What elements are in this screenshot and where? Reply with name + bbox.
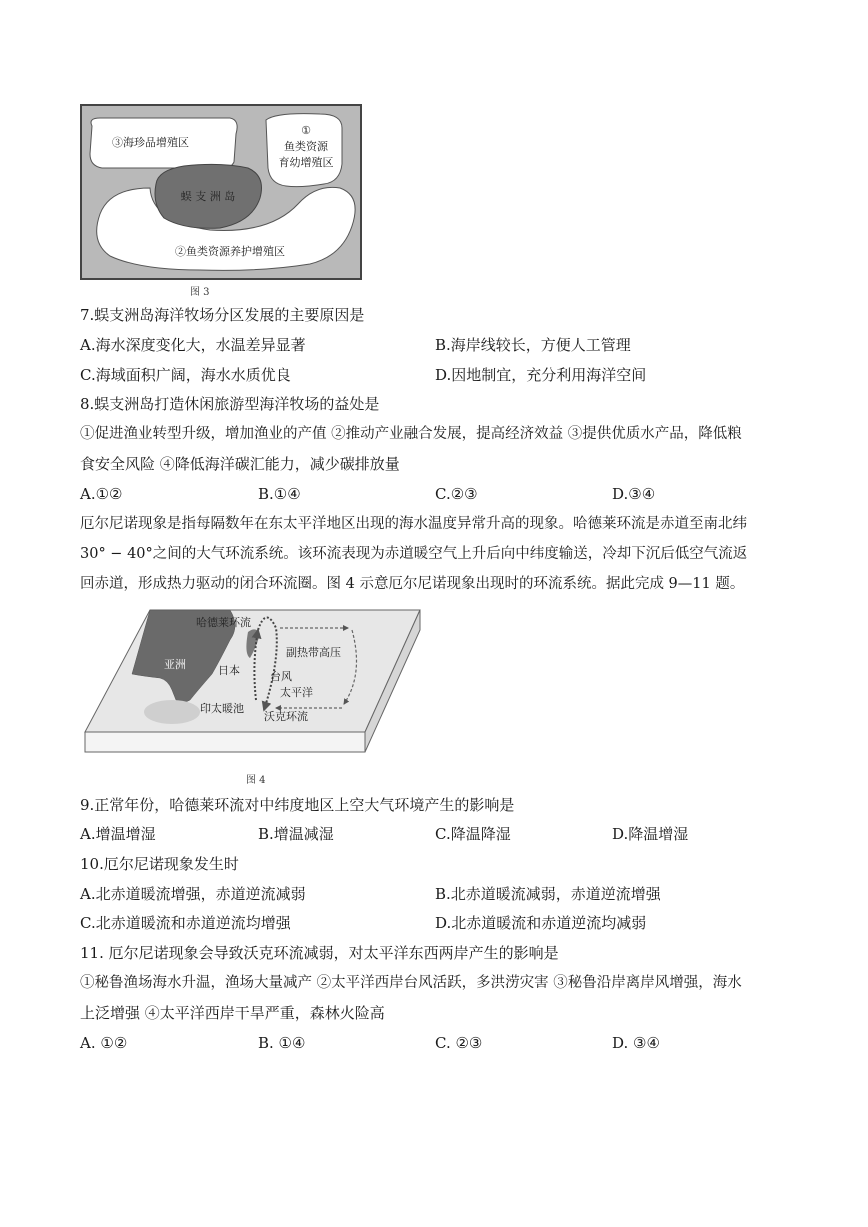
passage-line3: 回赤道，形成热力驱动的闭合环流圈。图 4 示意厄尔尼诺现象出现时的环流系统。据此完成 9—11 题。 <box>80 576 745 592</box>
q7-stem: 7.蜈支洲岛海洋牧场分区发展的主要原因是 <box>80 306 365 324</box>
zone-2-label: ②鱼类资源养护增殖区 <box>175 245 285 258</box>
q11-option-b: B. ①④ <box>258 1034 306 1052</box>
q8-option-a: A.①② <box>80 485 123 503</box>
zone-1-label-line1: 鱼类资源 <box>284 140 328 153</box>
asia-label: 亚洲 <box>164 658 186 671</box>
q10-option-a: A.北赤道暖流增强，赤道逆流减弱 <box>80 885 306 903</box>
japan-label: 日本 <box>218 664 240 677</box>
figure-3-caption: 图 3 <box>190 287 210 298</box>
slab-front-face <box>85 732 365 752</box>
q8-option-c: C.②③ <box>435 485 478 503</box>
warm-pool-label: 印太暖池 <box>200 702 244 715</box>
q11-statements-line2: 上泛增强 ④太平洋西岸干旱严重，森林火险高 <box>80 1004 385 1022</box>
q8-option-b: B.①④ <box>258 485 301 503</box>
q11-option-c: C. ②③ <box>435 1034 483 1052</box>
q7-option-d: D.因地制宜，充分利用海洋空间 <box>435 366 647 384</box>
q9-option-d: D.降温增湿 <box>612 825 689 843</box>
q9-stem: 9.正常年份，哈德莱环流对中纬度地区上空大气环境产生的影响是 <box>80 796 515 814</box>
q8-stem: 8.蜈支洲岛打造休闲旅游型海洋牧场的益处是 <box>80 395 380 413</box>
q8-option-d: D.③④ <box>612 485 656 503</box>
q11-option-a: A. ①② <box>80 1034 128 1052</box>
q8-statements-line1: ①促进渔业转型升级，增加渔业的产值 ②推动产业融合发展，提高经济效益 ③提供优质水产品，降低粮 <box>80 426 742 442</box>
q10-stem: 10.厄尔尼诺现象发生时 <box>80 855 239 873</box>
figure-4-caption: 图 4 <box>246 775 266 786</box>
q9-option-a: A.增温增湿 <box>80 825 156 843</box>
q11-stem: 11. 厄尔尼诺现象会导致沃克环流减弱，对太平洋东西两岸产生的影响是 <box>80 944 559 962</box>
hadley-label: 哈德莱环流 <box>196 616 251 629</box>
q11-option-d: D. ③④ <box>612 1034 660 1052</box>
figure-3-map <box>80 104 362 280</box>
q10-option-b: B.北赤道暖流减弱，赤道逆流增强 <box>435 885 661 903</box>
q7-option-c: C.海域面积广阔，海水水质优良 <box>80 366 291 384</box>
q9-option-c: C.降温降湿 <box>435 825 511 843</box>
island-label: 蜈 支 洲 岛 <box>180 190 236 203</box>
q10-option-d: D.北赤道暖流和赤道逆流均减弱 <box>435 914 647 932</box>
zone-1-label-line2: 育幼增殖区 <box>278 156 334 169</box>
q8-statements-line2: 食安全风险 ④降低海洋碳汇能力，减少碳排放量 <box>80 455 400 473</box>
figure-4-diagram <box>80 604 425 762</box>
typhoon-label: 台风 <box>270 670 292 683</box>
zone-1-number: ① <box>301 124 311 137</box>
q11-statements-line1: ①秘鲁渔场海水升温，渔场大量减产 ②太平洋西岸台风活跃，多洪涝灾害 ③秘鲁沿岸离岸风增强，海水 <box>80 975 742 991</box>
subtropical-high-label: 副热带高压 <box>286 646 341 659</box>
passage-line2: 30° − 40°之间的大气环流系统。该环流表现为赤道暖空气上升后向中纬度输送，冷却下沉后低空气流返 <box>80 546 748 562</box>
pacific-label: 太平洋 <box>280 686 313 699</box>
q7-option-b: B.海岸线较长，方便人工管理 <box>435 336 631 354</box>
passage-line1: 厄尔尼诺现象是指每隔数年在东太平洋地区出现的海水温度异常升高的现象。哈德莱环流是赤道至南北纬 <box>80 516 747 532</box>
q9-option-b: B.增温减湿 <box>258 825 334 843</box>
q7-option-a: A.海水深度变化大，水温差异显著 <box>80 336 306 354</box>
walker-label: 沃克环流 <box>264 710 308 723</box>
q10-option-c: C.北赤道暖流和赤道逆流均增强 <box>80 914 291 932</box>
warm-pool-area <box>144 700 200 724</box>
zone-3-label: ③海珍品增殖区 <box>112 136 189 149</box>
